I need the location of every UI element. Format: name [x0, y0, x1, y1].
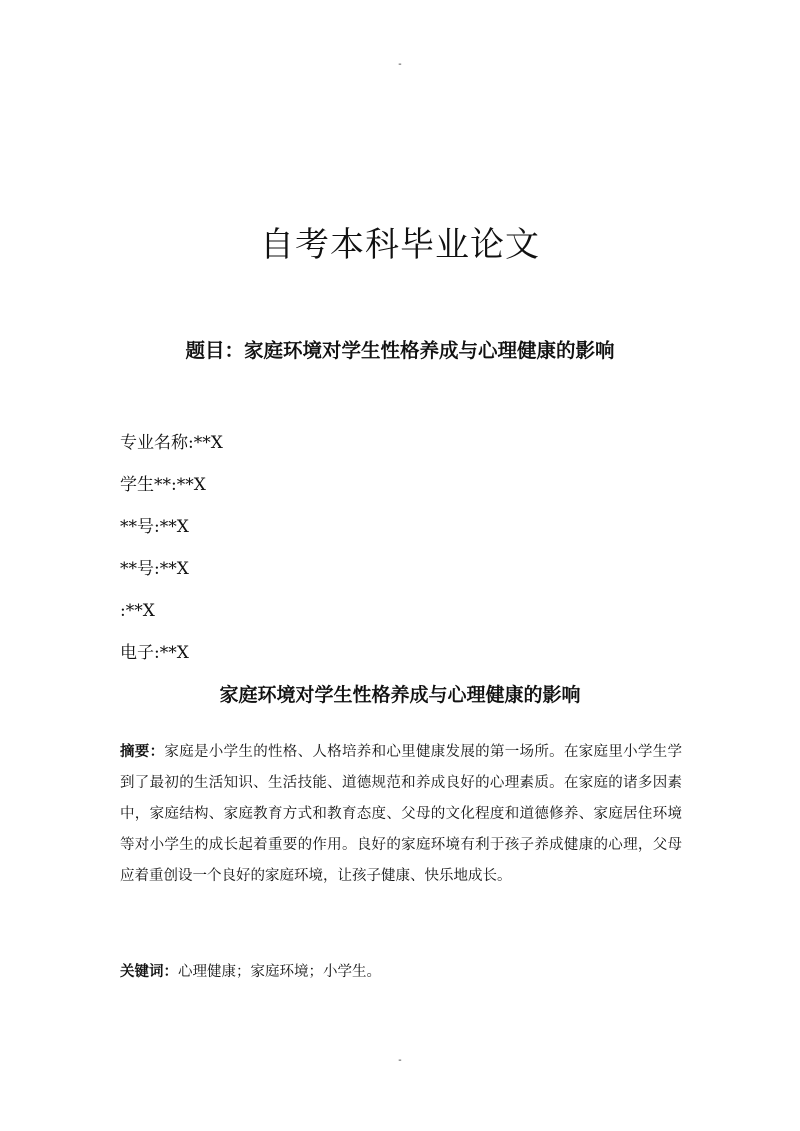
document-title: 自考本科毕业论文: [260, 225, 540, 265]
info-major: 专业名称:**X: [120, 433, 223, 453]
keywords-label: 关键词：: [120, 964, 178, 980]
section-title: 家庭环境对学生性格养成与心理健康的影响: [219, 684, 581, 706]
keywords-text: 心理健康；家庭环境；小学生。: [178, 964, 381, 980]
footer-mark: -: [398, 1055, 402, 1066]
info-number-1: **号:**X: [120, 517, 189, 537]
abstract-paragraph: [120, 737, 682, 892]
keywords-paragraph: [120, 957, 682, 988]
header-mark: -: [398, 59, 402, 70]
info-student: 学生**:**X: [120, 475, 206, 495]
abstract-label: 摘要：: [120, 744, 165, 760]
info-contact: :**X: [120, 601, 155, 621]
info-number-2: **号:**X: [120, 559, 189, 579]
abstract-text: 家庭是小学生的性格、人格培养和心里健康发展的第一场所。在家庭里小学生学到了最初的生活知识、生活技能、道德规范和养成良好的心理素质。在家庭的诸多因素中，家庭结构、家庭教育方式和教育态度、父母的文化程度和道德修养、家庭居住环境等对小学生的成长起着重要的作用。良好的家庭环境有利于孩子养成健康的心理，父母应着重创设一个良好的家庭环境，让孩子健康、快乐地成长。: [120, 744, 683, 884]
info-email: 电子:**X: [120, 643, 189, 663]
thesis-subject: 题目：家庭环境对学生性格养成与心理健康的影响: [185, 339, 615, 362]
student-info-list: [120, 428, 223, 680]
